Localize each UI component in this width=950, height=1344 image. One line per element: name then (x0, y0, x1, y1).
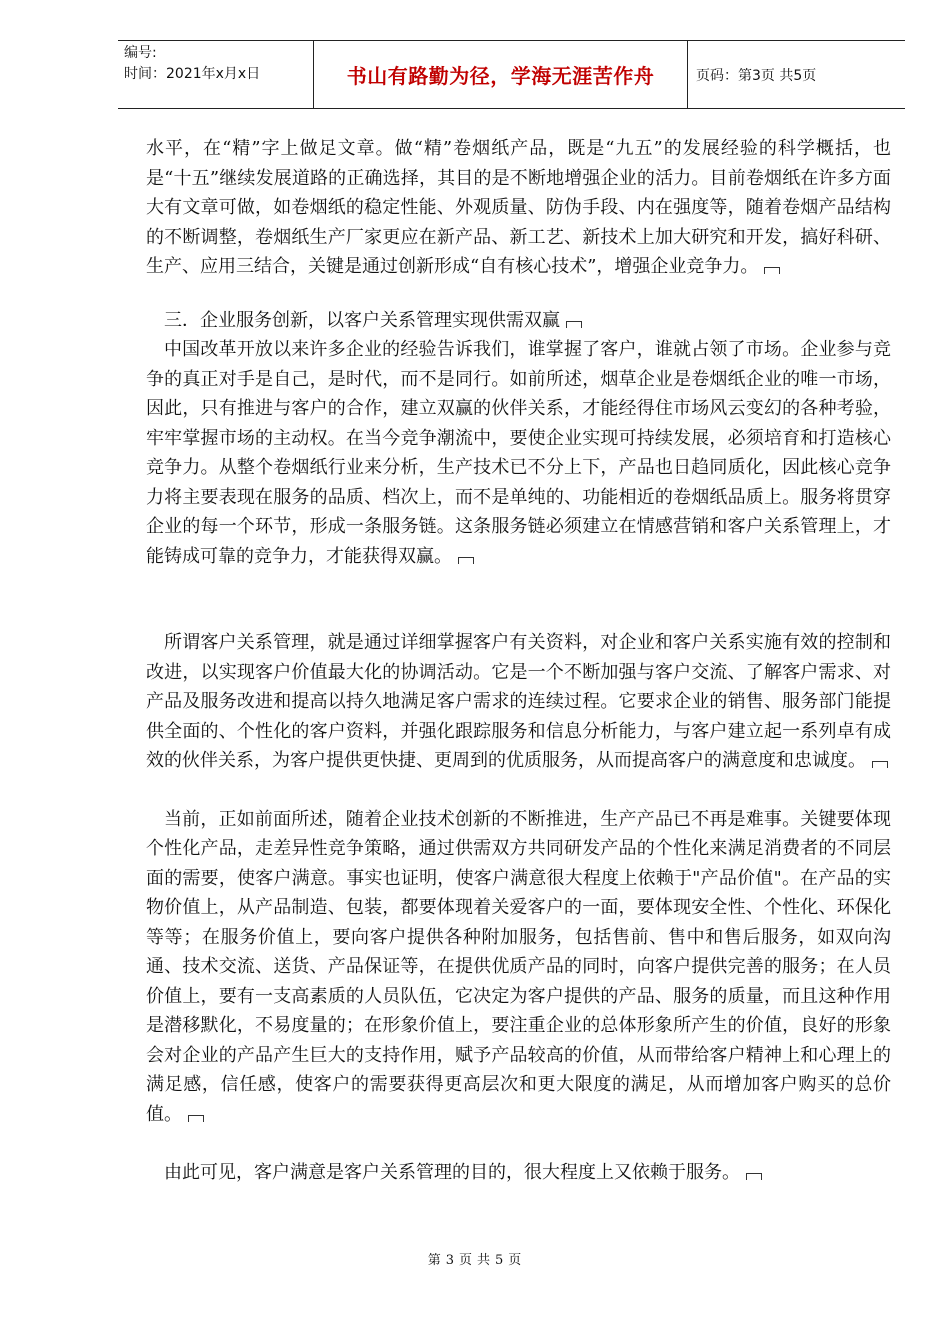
paragraph: 中国改革开放以来许多企业的经验告诉我们，谁掌握了客户，谁就占领了市场。企业参与竞争的真正对手是自己，是时代，而不是同行。如前所述，烟草企业是卷烟纸企业的唯一市场，因此，只有推进与客户的合作，建立双赢的伙伴关系，才能经得住市场风云变幻的各种考验，牢牢掌握市场的主动权。在当今竞争潮流中，要使企业实现可持续发展，必须培育和打造核心竞争力。从整个卷烟纸行业来分析，生产技术已不分上下，产品也日趋同质化，因此核心竞争力将主要表现在服务的品质、档次上，而不是单纯的、功能相近的卷烟纸品质上。服务将贯穿企业的每一个环节，形成一条服务链。这条服务链必须建立在情感营销和客户关系管理上，才能铸成可靠的竞争力，才能获得双赢。 (146, 339, 891, 567)
paragraph-mark-icon (764, 267, 780, 274)
header-motto: 书山有路勤为径，学海无涯苦作舟 (314, 41, 688, 108)
paragraph: 所谓客户关系管理，就是通过详细掌握客户有关资料，对企业和客户关系实施有效的控制和改进，以实现客户价值最大化的协调活动。它是一个不断加强与客户交流、了解客户需求、对产品及服务改进和提高以持久地满足客户需求的连续过程。它要求企业的销售、服务部门能提供全面的、个性化的客户资料，并强化跟踪服务和信息分析能力，与客户建立起一系列卓有成效的伙伴关系，为客户提供更快捷、更周到的优质服务，从而提高客户的满意度和忠诚度。 (146, 632, 891, 771)
paragraph-mark-icon (746, 1173, 762, 1180)
paragraph: 由此可见，客户满意是客户关系管理的目的，很大程度上又依赖于服务。 (146, 1158, 891, 1188)
footer-page-total: 5 (495, 1253, 505, 1268)
paragraph: 当前，正如前面所述，随着企业技术创新的不断推进，生产产品已不再是难事。关键要体现个性化产品，走差异性竞争策略，通过供需双方共同研发产品的个性化来满足消费者的不同层面的需要，使客户满意。事实也证明，使客户满意很大程度上依赖于"产品价值"。在产品的实物价值上，从产品制造、包装，都要体现着关爱客户的一面，要体现安全性、个性化、环保化等等；在服务价值上，要向客户提供各种附加服务，包括售前、售中和售后服务，如双向沟通、技术交流、送货、产品保证等，在提供优质产品的同时，向客户提供完善的服务；在人员价值上，要有一支高素质的人员队伍，它决定为客户提供的产品、服务的质量，而且这种作用是潜移默化，不易度量的；在形象价值上，要注重企业的总体形象所产生的价值，良好的形象会对企业的产品产生巨大的支持作用，赋予产品较高的价值，从而带给客户精神上和心理上的满足感，信任感，使客户的需要获得更高层次和更大限度的满足，从而增加客户购买的总价值。 (146, 808, 891, 1125)
document-time-label: 时间：2021年x月x日 (124, 66, 261, 82)
document-body (146, 134, 891, 1188)
paragraph-mark-icon (566, 321, 582, 328)
page-header (118, 40, 905, 109)
paragraph-mark-icon (872, 761, 888, 768)
header-meta (118, 41, 314, 108)
paragraph: 水平，在“精”字上做足文章。做“精”卷烟纸产品，既是“九五”的发展经验的科学概括，也是“十五”继续发展道路的正确选择，其目的是不断地增强企业的活力。目前卷烟纸在许多方面大有文章可做，如卷烟纸的稳定性能、外观质量、防伪手段、内在强度等，随着卷烟产品结构的不断调整，卷烟纸生产厂家更应在新产品、新工艺、新技术上加大研究和开发，搞好科研、生产、应用三结合，关键是通过创新形成“自有核心技术”，增强企业竞争力。 (146, 138, 891, 277)
header-page-info: 页码：第3页 共5页 (696, 67, 817, 84)
paragraph-mark-icon (458, 557, 474, 564)
document-number-label: 编号: (124, 45, 157, 61)
paragraph-mark-icon (188, 1115, 204, 1122)
footer-page-number: 3 (445, 1253, 455, 1268)
page-footer: 第 3 页 共 5 页 (427, 1253, 523, 1268)
section-heading: 三．企业服务创新，以客户关系管理实现供需双赢 (146, 306, 891, 336)
